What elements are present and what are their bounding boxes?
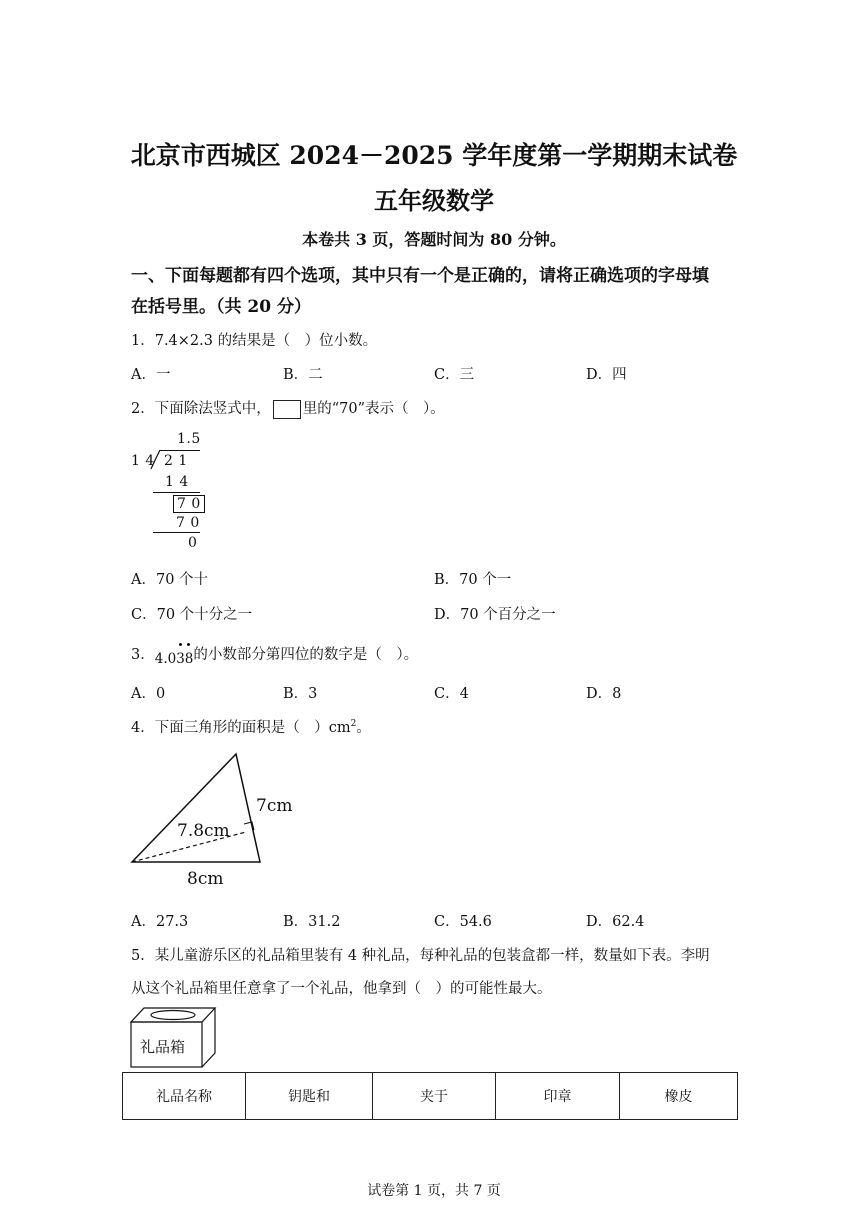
table-row bbox=[123, 1073, 738, 1120]
question-3-text bbox=[131, 643, 419, 667]
q1-option-c: C．三 bbox=[434, 367, 475, 383]
q1-option-a: A．一 bbox=[131, 367, 171, 383]
q3-text: 的小数部分第四位的数字是（ ）。 bbox=[193, 647, 419, 663]
q3-option-c: C．4 bbox=[434, 686, 469, 702]
q2-text-after: 里的“70”表示（ ）。 bbox=[302, 401, 445, 417]
q1-option-d: D．四 bbox=[586, 367, 627, 383]
q2-option-a: A．70 个十 bbox=[131, 572, 209, 588]
q4-sup: 2 bbox=[350, 719, 357, 730]
q2-option-d: D．70 个百分之一 bbox=[434, 607, 556, 623]
question-4-text bbox=[131, 716, 371, 737]
division-dividend: 2 1 bbox=[164, 453, 188, 469]
gift-box-label: 礼品箱 bbox=[140, 1038, 186, 1056]
page-footer: 试卷第 1 页，共 7 页 bbox=[367, 1183, 501, 1199]
division-step1: 1 4 bbox=[165, 474, 189, 490]
q3-option-b: B．3 bbox=[283, 686, 318, 702]
table-header-cell: 印章 bbox=[496, 1073, 620, 1120]
gift-table bbox=[122, 1072, 738, 1120]
q1-option-b: B．二 bbox=[283, 367, 323, 383]
table-header-cell: 橡皮 bbox=[620, 1073, 738, 1120]
q3-prefix: 3． bbox=[131, 647, 155, 663]
exam-note: 本卷共 3 页，答题时间为 80 分钟。 bbox=[302, 230, 566, 249]
q2-option-b: B．70 个一 bbox=[434, 572, 512, 588]
table-header-cell: 钥匙和 bbox=[246, 1073, 373, 1120]
question-5-line2: 从这个礼品箱里任意拿了一个礼品，他拿到（ ）的可能性最大。 bbox=[131, 981, 552, 997]
question-2-text bbox=[131, 397, 445, 419]
triangle-height-label: 7.8cm bbox=[177, 821, 230, 841]
section-heading-line2: 在括号里。（共 20 分） bbox=[131, 297, 311, 317]
exam-title: 北京市西城区 2024－2025 学年度第一学期期末试卷 bbox=[130, 141, 738, 170]
q4-option-b: B．31.2 bbox=[283, 914, 341, 930]
q2-option-c: C．70 个十分之一 bbox=[131, 607, 253, 623]
triangle-shape bbox=[132, 754, 260, 862]
division-quotient: 1.5 bbox=[177, 431, 201, 447]
question-5-line1: 5．某儿童游乐区的礼品箱里装有 4 种礼品，每种礼品的包装盒都一样，数量如下表。李明 bbox=[131, 948, 710, 964]
q4-option-c: C．54.6 bbox=[434, 914, 492, 930]
triangle-base-label: 8cm bbox=[187, 869, 224, 889]
division-line2 bbox=[153, 532, 200, 533]
q4-option-a: A．27.3 bbox=[131, 914, 189, 930]
repeat-dot-icon bbox=[179, 643, 182, 646]
division-line1 bbox=[153, 492, 200, 493]
q4-option-d: D．62.4 bbox=[586, 914, 645, 930]
division-step2: 7 0 bbox=[176, 515, 200, 531]
table-header-cell: 礼品名称 bbox=[123, 1073, 246, 1120]
repeat-dot-icon bbox=[187, 643, 190, 646]
q3-option-d: D．8 bbox=[586, 686, 622, 702]
question-1-text: 1．7.4×2.3 的结果是（ ）位小数。 bbox=[131, 333, 378, 349]
division-divisor: 1 4 bbox=[131, 453, 155, 469]
division-boxed-remainder: 7 0 bbox=[173, 495, 205, 513]
q2-text-before: 2．下面除法竖式中， bbox=[131, 401, 271, 417]
q4-end: 。 bbox=[356, 720, 371, 736]
q3-repeating-decimal: 4.038 bbox=[154, 651, 194, 667]
triangle-side-label: 7cm bbox=[256, 796, 293, 816]
division-final: 0 bbox=[188, 535, 198, 551]
q4-text: 4．下面三角形的面积是（ ）cm bbox=[131, 720, 351, 736]
exam-subtitle: 五年级数学 bbox=[374, 186, 494, 215]
q3-option-a: A．0 bbox=[131, 686, 166, 702]
division-bar bbox=[160, 450, 200, 451]
section-heading-line1: 一、下面每题都有四个选项，其中只有一个是正确的，请将正确选项的字母填 bbox=[131, 266, 709, 286]
answer-box-icon bbox=[273, 400, 301, 419]
table-header-cell: 夹于 bbox=[373, 1073, 496, 1120]
